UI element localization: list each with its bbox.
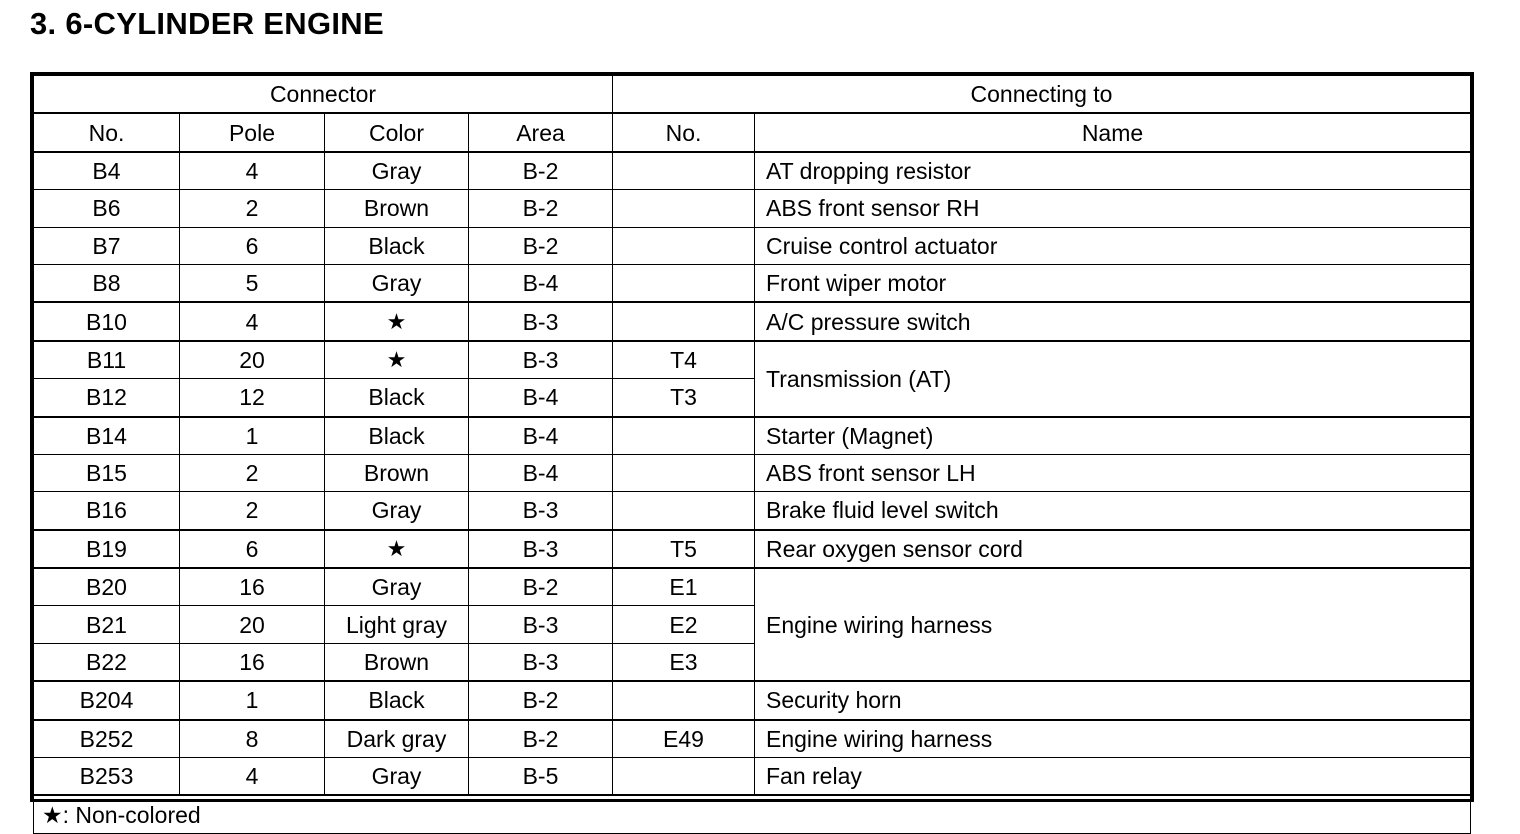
- cell-pole: 2: [180, 190, 325, 227]
- cell-area: B-4: [469, 454, 613, 491]
- cell-color: Brown: [325, 454, 469, 491]
- column-header-area: Area: [469, 113, 613, 151]
- cell-no: B253: [34, 758, 180, 796]
- cell-pole: 20: [180, 606, 325, 643]
- cell-to-no: [613, 227, 755, 264]
- cell-to-no: E3: [613, 643, 755, 681]
- cell-no: B15: [34, 454, 180, 491]
- cell-no: B21: [34, 606, 180, 643]
- table-row: [34, 264, 1471, 302]
- cell-area: B-2: [469, 681, 613, 719]
- group-header-connector: Connector: [34, 76, 613, 114]
- cell-name: ABS front sensor LH: [755, 454, 1471, 491]
- cell-no: B19: [34, 530, 180, 568]
- cell-area: B-3: [469, 492, 613, 530]
- cell-to-no: T5: [613, 530, 755, 568]
- table-row: [34, 417, 1471, 455]
- cell-area: B-2: [469, 152, 613, 190]
- cell-area: B-3: [469, 302, 613, 340]
- cell-pole: 4: [180, 302, 325, 340]
- cell-to-no: [613, 492, 755, 530]
- cell-name: Front wiper motor: [755, 264, 1471, 302]
- page-title: 3. 6-CYLINDER ENGINE: [30, 6, 384, 41]
- cell-name: ABS front sensor RH: [755, 190, 1471, 227]
- table-row: [34, 341, 1471, 379]
- column-header-pole: Pole: [180, 113, 325, 151]
- cell-name: Engine wiring harness: [755, 568, 1471, 681]
- cell-no: B4: [34, 152, 180, 190]
- cell-no: B252: [34, 720, 180, 758]
- cell-to-no: [613, 152, 755, 190]
- cell-pole: 6: [180, 530, 325, 568]
- cell-no: B204: [34, 681, 180, 719]
- cell-pole: 16: [180, 643, 325, 681]
- cell-name: AT dropping resistor: [755, 152, 1471, 190]
- cell-to-no: T3: [613, 379, 755, 417]
- cell-no: B12: [34, 379, 180, 417]
- cell-pole: 2: [180, 492, 325, 530]
- cell-color: Black: [325, 681, 469, 719]
- cell-color: Gray: [325, 264, 469, 302]
- cell-color: Brown: [325, 190, 469, 227]
- cell-color: Gray: [325, 492, 469, 530]
- cell-pole: 12: [180, 379, 325, 417]
- cell-area: B-2: [469, 227, 613, 264]
- cell-to-no: [613, 302, 755, 340]
- table-row: [34, 454, 1471, 491]
- table-row: [34, 720, 1471, 758]
- cell-color: ★: [325, 530, 469, 568]
- table-row: [34, 302, 1471, 340]
- cell-to-no: [613, 417, 755, 455]
- cell-no: B22: [34, 643, 180, 681]
- cell-to-no: [613, 264, 755, 302]
- cell-to-no: E1: [613, 568, 755, 606]
- cell-area: B-2: [469, 568, 613, 606]
- table-row: [34, 568, 1471, 606]
- connector-table: [33, 75, 1471, 834]
- cell-color: Black: [325, 379, 469, 417]
- cell-area: B-5: [469, 758, 613, 796]
- cell-no: B10: [34, 302, 180, 340]
- cell-name: A/C pressure switch: [755, 302, 1471, 340]
- cell-to-no: [613, 190, 755, 227]
- column-header-no: No.: [34, 113, 180, 151]
- cell-name: Cruise control actuator: [755, 227, 1471, 264]
- cell-no: B20: [34, 568, 180, 606]
- cell-area: B-3: [469, 643, 613, 681]
- footnote: ★: Non-colored: [34, 795, 1471, 833]
- table-row: [34, 530, 1471, 568]
- cell-pole: 8: [180, 720, 325, 758]
- cell-pole: 4: [180, 152, 325, 190]
- cell-pole: 20: [180, 341, 325, 379]
- cell-area: B-4: [469, 264, 613, 302]
- cell-no: B6: [34, 190, 180, 227]
- cell-color: ★: [325, 341, 469, 379]
- table-row: [34, 492, 1471, 530]
- column-header-color: Color: [325, 113, 469, 151]
- cell-to-no: [613, 758, 755, 796]
- table-row: [34, 190, 1471, 227]
- table-row: [34, 152, 1471, 190]
- cell-color: Gray: [325, 152, 469, 190]
- cell-no: B16: [34, 492, 180, 530]
- cell-no: B14: [34, 417, 180, 455]
- cell-name: Starter (Magnet): [755, 417, 1471, 455]
- cell-name: Transmission (AT): [755, 341, 1471, 417]
- column-header-to-no: No.: [613, 113, 755, 151]
- cell-color: ★: [325, 302, 469, 340]
- cell-color: Light gray: [325, 606, 469, 643]
- cell-pole: 1: [180, 681, 325, 719]
- cell-pole: 5: [180, 264, 325, 302]
- cell-pole: 6: [180, 227, 325, 264]
- cell-color: Gray: [325, 568, 469, 606]
- cell-to-no: T4: [613, 341, 755, 379]
- cell-area: B-4: [469, 417, 613, 455]
- cell-area: B-3: [469, 341, 613, 379]
- cell-name: Brake fluid level switch: [755, 492, 1471, 530]
- cell-area: B-3: [469, 606, 613, 643]
- column-header-row: [34, 113, 1471, 151]
- cell-color: Gray: [325, 758, 469, 796]
- cell-to-no: E49: [613, 720, 755, 758]
- cell-name: Security horn: [755, 681, 1471, 719]
- cell-color: Brown: [325, 643, 469, 681]
- cell-pole: 4: [180, 758, 325, 796]
- cell-area: B-2: [469, 190, 613, 227]
- footnote-row: [34, 795, 1471, 833]
- cell-to-no: E2: [613, 606, 755, 643]
- cell-no: B7: [34, 227, 180, 264]
- group-header-row: [34, 76, 1471, 114]
- table-row: [34, 227, 1471, 264]
- group-header-connecting-to: Connecting to: [613, 76, 1471, 114]
- table-row: [34, 758, 1471, 796]
- cell-no: B8: [34, 264, 180, 302]
- table-row: [34, 681, 1471, 719]
- cell-name: Rear oxygen sensor cord: [755, 530, 1471, 568]
- cell-pole: 1: [180, 417, 325, 455]
- cell-name: Engine wiring harness: [755, 720, 1471, 758]
- cell-name: Fan relay: [755, 758, 1471, 796]
- cell-area: B-2: [469, 720, 613, 758]
- cell-area: B-3: [469, 530, 613, 568]
- connector-table-container: [30, 72, 1474, 828]
- cell-color: Dark gray: [325, 720, 469, 758]
- cell-area: B-4: [469, 379, 613, 417]
- cell-to-no: [613, 454, 755, 491]
- column-header-to-name: Name: [755, 113, 1471, 151]
- cell-color: Black: [325, 227, 469, 264]
- cell-no: B11: [34, 341, 180, 379]
- cell-pole: 16: [180, 568, 325, 606]
- cell-pole: 2: [180, 454, 325, 491]
- cell-color: Black: [325, 417, 469, 455]
- cell-to-no: [613, 681, 755, 719]
